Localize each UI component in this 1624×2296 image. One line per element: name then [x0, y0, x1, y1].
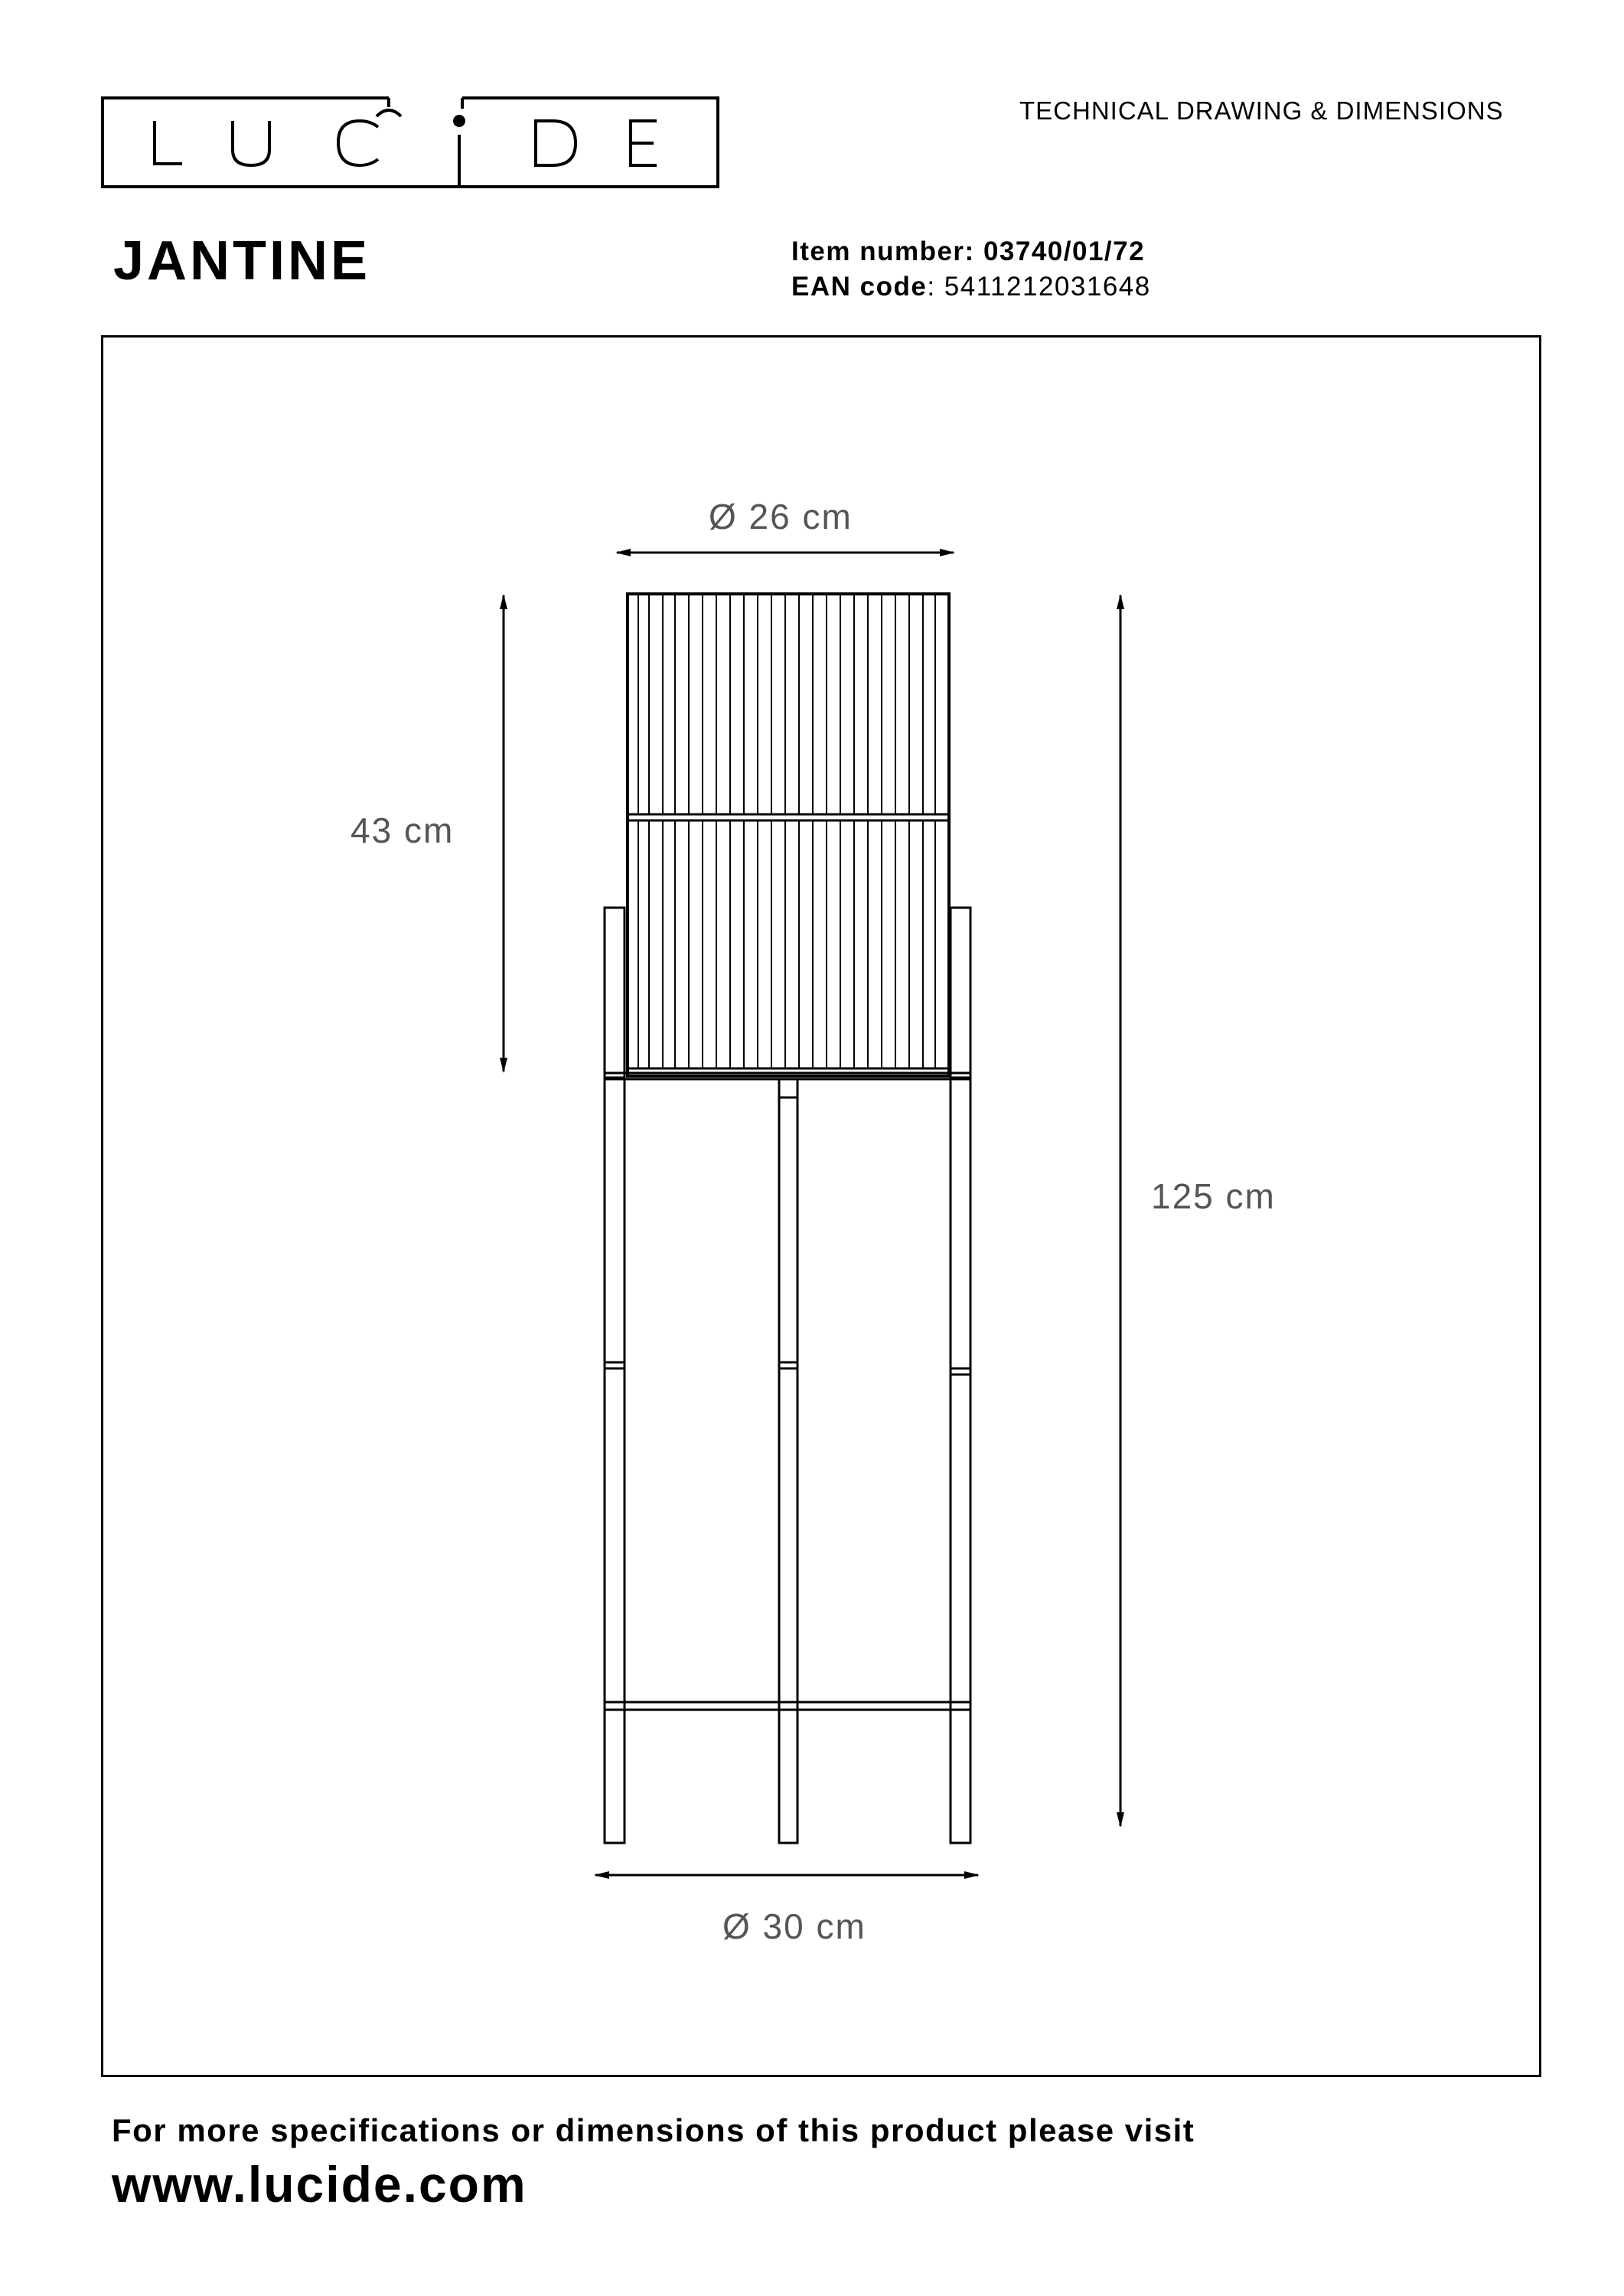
footer-more-info: For more specifications or dimensions of this product please visit: [112, 2112, 1195, 2148]
shade-ribs: [638, 594, 935, 1068]
lamp-frame: [605, 908, 970, 1843]
item-number-label: Item number:: [791, 236, 975, 266]
ean-label: EAN code: [791, 272, 928, 302]
shade-height-label: 43 cm: [351, 810, 455, 850]
item-number-value: 03740/01/72: [983, 236, 1146, 266]
product-name: JANTINE: [113, 230, 371, 292]
ean-value: : 5411212031648: [927, 272, 1151, 302]
document-type: TECHNICAL DRAWING & DIMENSIONS: [1019, 96, 1504, 125]
website-link[interactable]: www.lucide.com: [112, 2156, 527, 2213]
base-diameter-label: Ø 30 cm: [722, 1906, 866, 1946]
total-height-label: 125 cm: [1151, 1176, 1276, 1216]
top-diameter-label: Ø 26 cm: [709, 497, 853, 536]
